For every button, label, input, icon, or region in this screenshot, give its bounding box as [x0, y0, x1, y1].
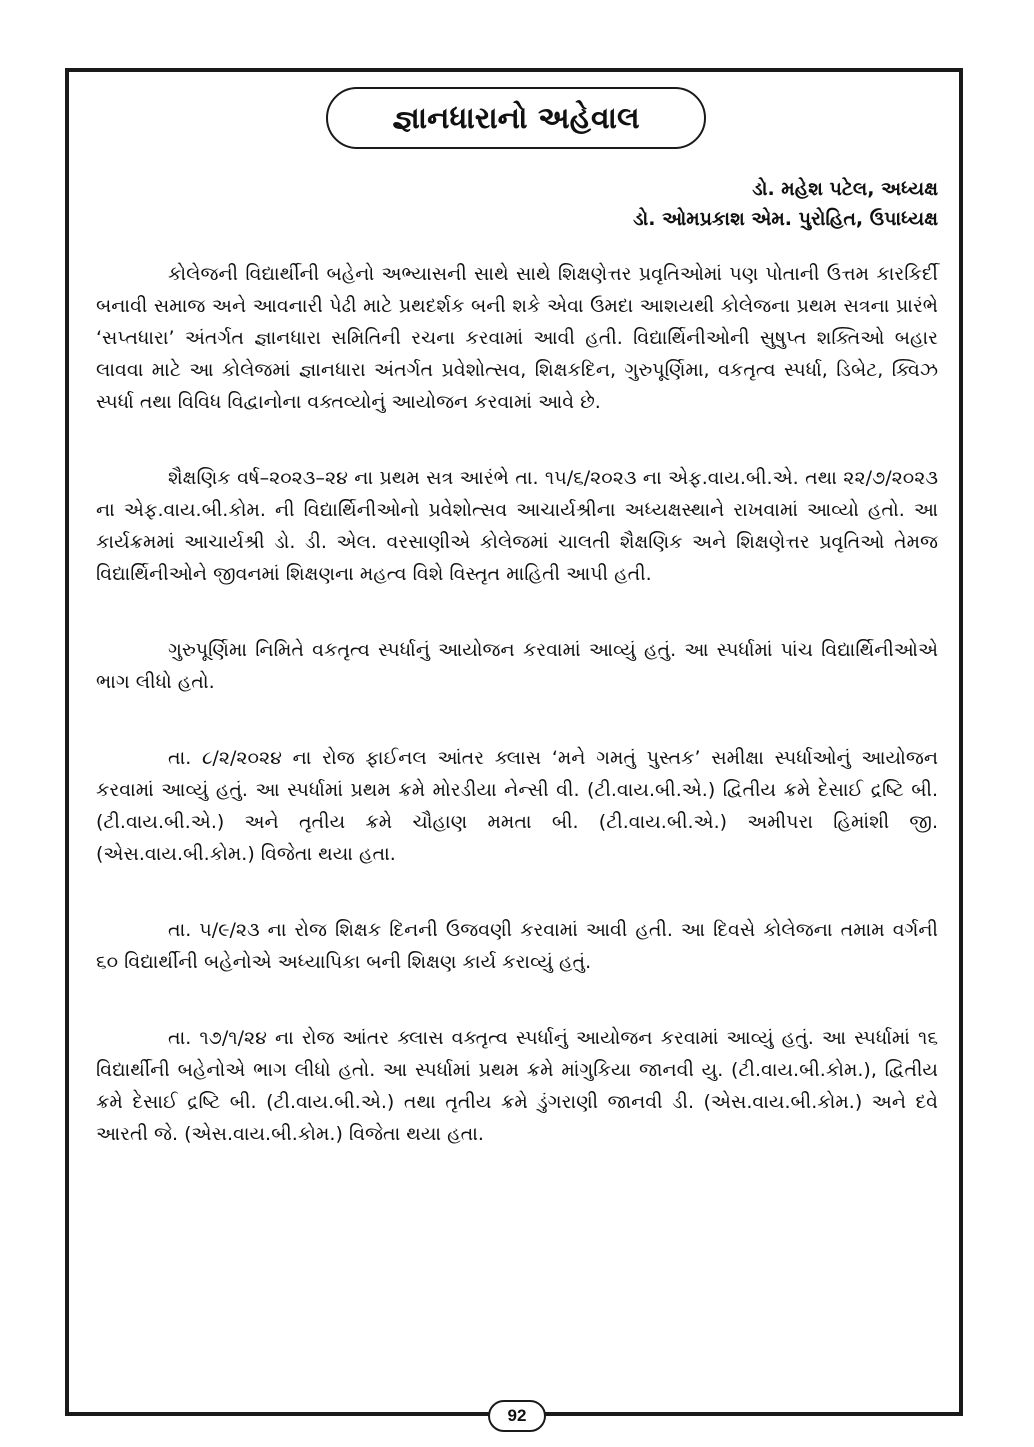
- author-chairperson: ડો. મહેશ પટેલ, અધ્યક્ષ: [752, 178, 938, 200]
- paragraph-gurupurnima: ગુરુપૂર્ણિમા નિમિતે વકતૃત્વ સ્પર્ધાનું આયોજન કરવામાં આવ્યું હતું. આ સ્પર્ધામાં પાંચ વિદ્યાર્થિનીઓએ ભાગ લીધો હતો.: [96, 639, 938, 693]
- paragraph-elocution: તા. ૧૭/૧/૨૪ ના રોજ આંતર ક્લાસ વક્તૃત્વ સ્પર્ધાનું આયોજન કરવામાં આવ્યું હતું. આ સ્પર્ધામાં ૧૬ વિદ્યાર્થીની બહેનોએ ભાગ લીધો હતો. આ સ્પર્ધામાં પ્રથમ ક્રમે માંગુકિયા જાનવી યુ. (ટી.વાય.બી.કોમ.), દ્વિતીય ક્રમે દેસાઈ દ્રષ્ટિ બી. (ટી.વાય.બી.એ.) તથા તૃતીય ક્રમે ડુંગરાણી જાનવી ડી. (એસ.વાય.બી.કોમ.) અને દવે આરતી જે. (એસ.વાય.બી.કોમ.) વિજેતા થયા હતા.: [96, 1027, 938, 1145]
- author-block: [633, 174, 938, 234]
- paragraph-induction: શૈક્ષણિક વર્ષ–૨૦૨૩–૨૪ ના પ્રથમ સત્ર આરંભે તા. ૧૫/૬/૨૦૨૩ ના એફ.વાય.બી.એ. તથા ૨૨/૭/૨૦૨૩ ના એફ.વાય.બી.કોમ. ની વિદ્યાર્થિનીઓનો પ્રવેશોત્સવ આચાર્યશ્રીના અધ્યક્ષસ્થાને રાખવામાં આવ્યો હતો. આ કાર્યક્રમમાં આચાર્યશ્રી ડો. ડી. એલ. વરસાણીએ કોલેજમાં ચાલતી શૈક્ષણિક અને શિક્ષણેત્તર પ્રવૃતિઓ તેમજ વિદ્યાર્થિનીઓને જીવનમાં શિક્ષણના મહત્વ વિશે વિસ્તૃત માહિતી આપી હતી.: [96, 467, 938, 585]
- paragraph-teachers-day: તા. ૫/૯/૨૩ ના રોજ શિક્ષક દિનની ઉજવણી કરવામાં આવી હતી. આ દિવસે કોલેજના તમામ વર્ગની ૬૦ વિદ્યાર્થીની બહેનોએ અધ્યાપિકા બની શિક્ષણ કાર્ય કરાવ્યું હતું.: [96, 919, 938, 973]
- report-body: [96, 258, 938, 1194]
- page-title: જ્ઞાનધારાનો અહેવાલ: [392, 100, 640, 136]
- title-banner: [326, 87, 706, 149]
- author-vice-chairperson: ડો. ઓમપ્રકાશ એમ. પુરોહિત, ઉપાધ્યક્ષ: [633, 208, 938, 230]
- page-number: 92: [488, 1400, 546, 1432]
- paragraph-intro: કોલેજની વિદ્યાર્થીની બહેનો અભ્યાસની સાથે સાથે શિક્ષણેત્તર પ્રવૃતિઓમાં પણ પોતાની ઉત્તમ કારકિર્દી બનાવી સમાજ અને આવનારી પેઢી માટે પ્રથદર્શક બની શકે એવા ઉમદા આશયથી કોલેજના પ્રથમ સત્રના પ્રારંભે ‘સપ્તધારા’ અંતર્ગત જ્ઞાનધારા સમિતિની રચના કરવામાં આવી હતી. વિદ્યાર્થિનીઓની સુષુપ્ત શક્તિઓ બહાર લાવવા માટે આ કોલેજમાં જ્ઞાનધારા અંતર્ગત પ્રવેશોત્સવ, શિક્ષકદિન, ગુરુપૂર્ણિમા, વકતૃત્વ સ્પર્ધા, ડિબેટ, ક્વિઝ સ્પર્ધા તથા વિવિધ વિદ્વાનોના વક્તવ્યોનું આયોજન કરવામાં આવે છે.: [96, 263, 938, 413]
- paragraph-book-review: તા. ૮/૨/૨૦૨૪ ના રોજ ફાઈનલ આંતર ક્લાસ ‘મને ગમતું પુસ્તક’ સમીક્ષા સ્પર્ધાઓનું આયોજન કરવામાં આવ્યું હતું. આ સ્પર્ધામાં પ્રથમ ક્રમે મોરડીયા નેન્સી વી. (ટી.વાય.બી.એ.) દ્વિતીય ક્રમે દેસાઈ દ્રષ્ટિ બી. (ટી.વાય.બી.એ.) અને તૃતીય ક્રમે ચૌહાણ મમતા બી. (ટી.વાય.બી.એ.) અમીપરા હિમાંશી જી. (એસ.વાય.બી.કોમ.) વિજેતા થયા હતા.: [96, 747, 938, 865]
